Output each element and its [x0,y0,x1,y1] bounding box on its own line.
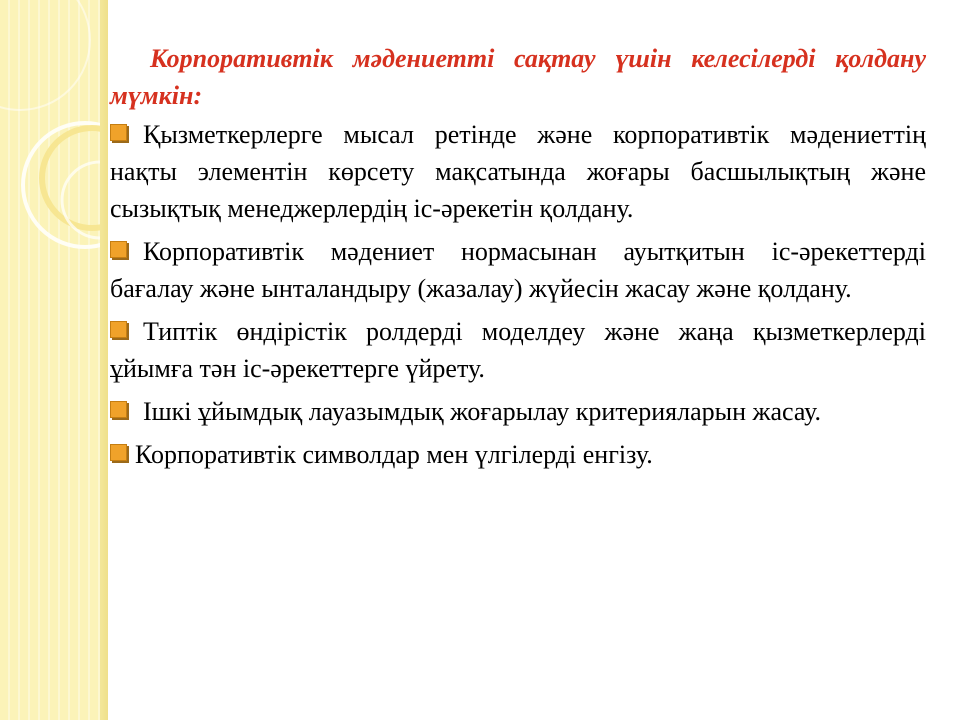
square-bullet-icon [110,401,127,418]
square-bullet-icon [110,444,127,461]
list-item-text: Типтік өндірістік ролдерді моделдеу және жаңа қызметкерлерді ұйымға тән іс-әрекеттерге үйрету. [110,317,926,383]
decorative-circles [0,0,108,720]
list-item-text: Ішкі ұйымдық лауазымдық жоғарылау критерияларын жасау. [143,397,821,426]
list-item [110,116,926,227]
list-item-text: Корпоративтік мәдениет нормасынан ауытқитын іс-әрекеттерді бағалау және ынталандыру (жазалау) жүйесін жасау және қолдану. [110,237,926,303]
list-item [110,436,926,473]
bullet-list [110,116,926,473]
slide-heading: Корпоративтік мәдениетті сақтау үшін келесілерді қолдану мүмкін: [110,44,926,110]
list-item [110,233,926,307]
side-panel-edge [100,0,108,720]
list-item [110,313,926,387]
list-item-text: Корпоративтік символдар мен үлгілерді енгізу. [135,440,653,469]
list-item [110,393,926,430]
slide-content [110,40,926,479]
square-bullet-icon [110,241,127,258]
decorative-side-panel [0,0,108,720]
list-item-text: Қызметкерлерге мысал ретінде және корпоративтік мәдениеттің нақты элементін көрсету мақсатында жоғары басшылықтың және сызықтық менеджерлердің іс-әрекетін қолдану. [110,120,926,223]
square-bullet-icon [110,321,127,338]
square-bullet-icon [110,124,127,141]
